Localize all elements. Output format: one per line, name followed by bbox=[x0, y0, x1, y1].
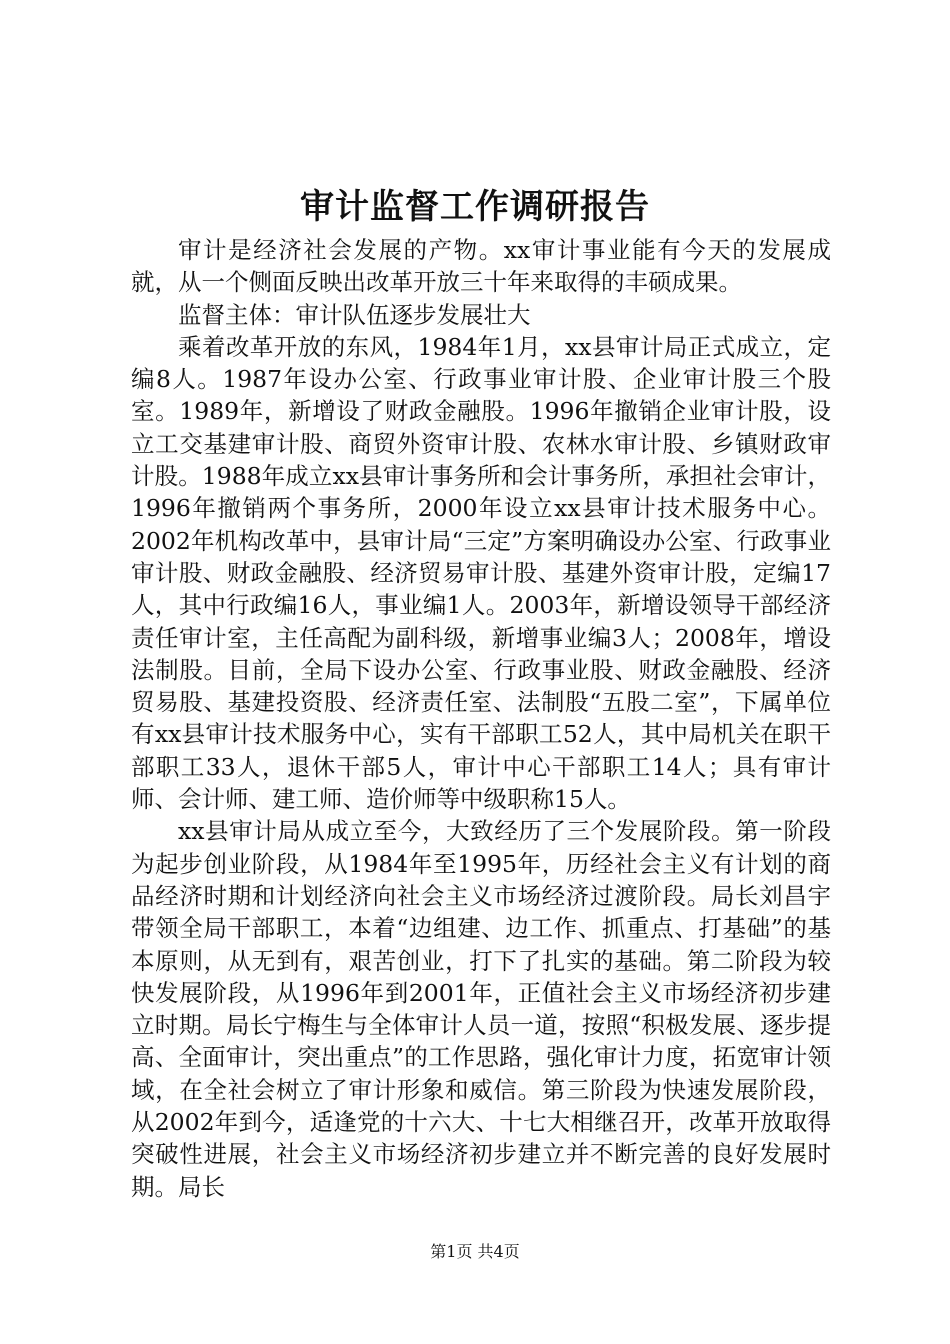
paragraph-intro: 审计是经济社会发展的产物。xx审计事业能有今天的发展成就，从一个侧面反映出改革开放三十年来取得的丰硕成果。 bbox=[131, 236, 831, 297]
document-body bbox=[131, 234, 831, 1203]
paragraph-stages: xx县审计局从成立至今，大致经历了三个发展阶段。第一阶段为起步创业阶段，从1984年至1995年，历经社会主义有计划的商品经济时期和计划经济向社会主义市场经济过渡阶段。局长刘昌宇带领全局干部职工，本着“边组建、边工作、抓重点、打基础”的基本原则，从无到有，艰苦创业，打下了扎实的基础。第二阶段为较快发展阶段，从1996年到2001年，正值社会主义市场经济初步建立时期。局长宁梅生与全体审计人员一道，按照“积极发展、逐步提高、全面审计，突出重点”的工作思路，强化审计力度，拓宽审计领域，在全社会树立了审计形象和威信。第三阶段为快速发展阶段，从2002年到今，适逢党的十六大、十七大相继召开，改革开放取得突破性进展，社会主义市场经济初步建立并不断完善的良好发展时期。局长 bbox=[131, 817, 831, 1201]
document-title: 审计监督工作调研报告 bbox=[300, 187, 650, 227]
page-indicator: 第1页 共4页 bbox=[430, 1242, 520, 1261]
section-heading: 监督主体：审计队伍逐步发展壮大 bbox=[178, 300, 531, 329]
paragraph-history: 乘着改革开放的东风，1984年1月，xx县审计局正式成立，定编8人。1987年设办公室、行政事业审计股、企业审计股三个股室。1989年，新增设了财政金融股。1996年撤销企业审计股，设立工交基建审计股、商贸外资审计股、农林水审计股、乡镇财政审计股。1988年成立xx县审计事务所和会计事务所，承担社会审计，1996年撤销两个事务所，2000年设立xx县审计技术服务中心。2002年机构改革中，县审计局“三定”方案明确设办公室、行政事业审计股、财政金融股、经济贸易审计股、基建外资审计股，定编17人，其中行政编16人，事业编1人。2003年，新增设领导干部经济责任审计室，主任高配为副科级，新增事业编3人；2008年，增设法制股。目前，全局下设办公室、行政事业股、财政金融股、经济贸易股、基建投资股、经济责任室、法制股“五股二室”，下属单位有xx县审计技术服务中心，实有干部职工52人，其中局机关在职干部职工33人，退休干部5人，审计中心干部职工14人；具有审计师、会计师、建工师、造价师等中级职称15人。 bbox=[131, 332, 831, 814]
